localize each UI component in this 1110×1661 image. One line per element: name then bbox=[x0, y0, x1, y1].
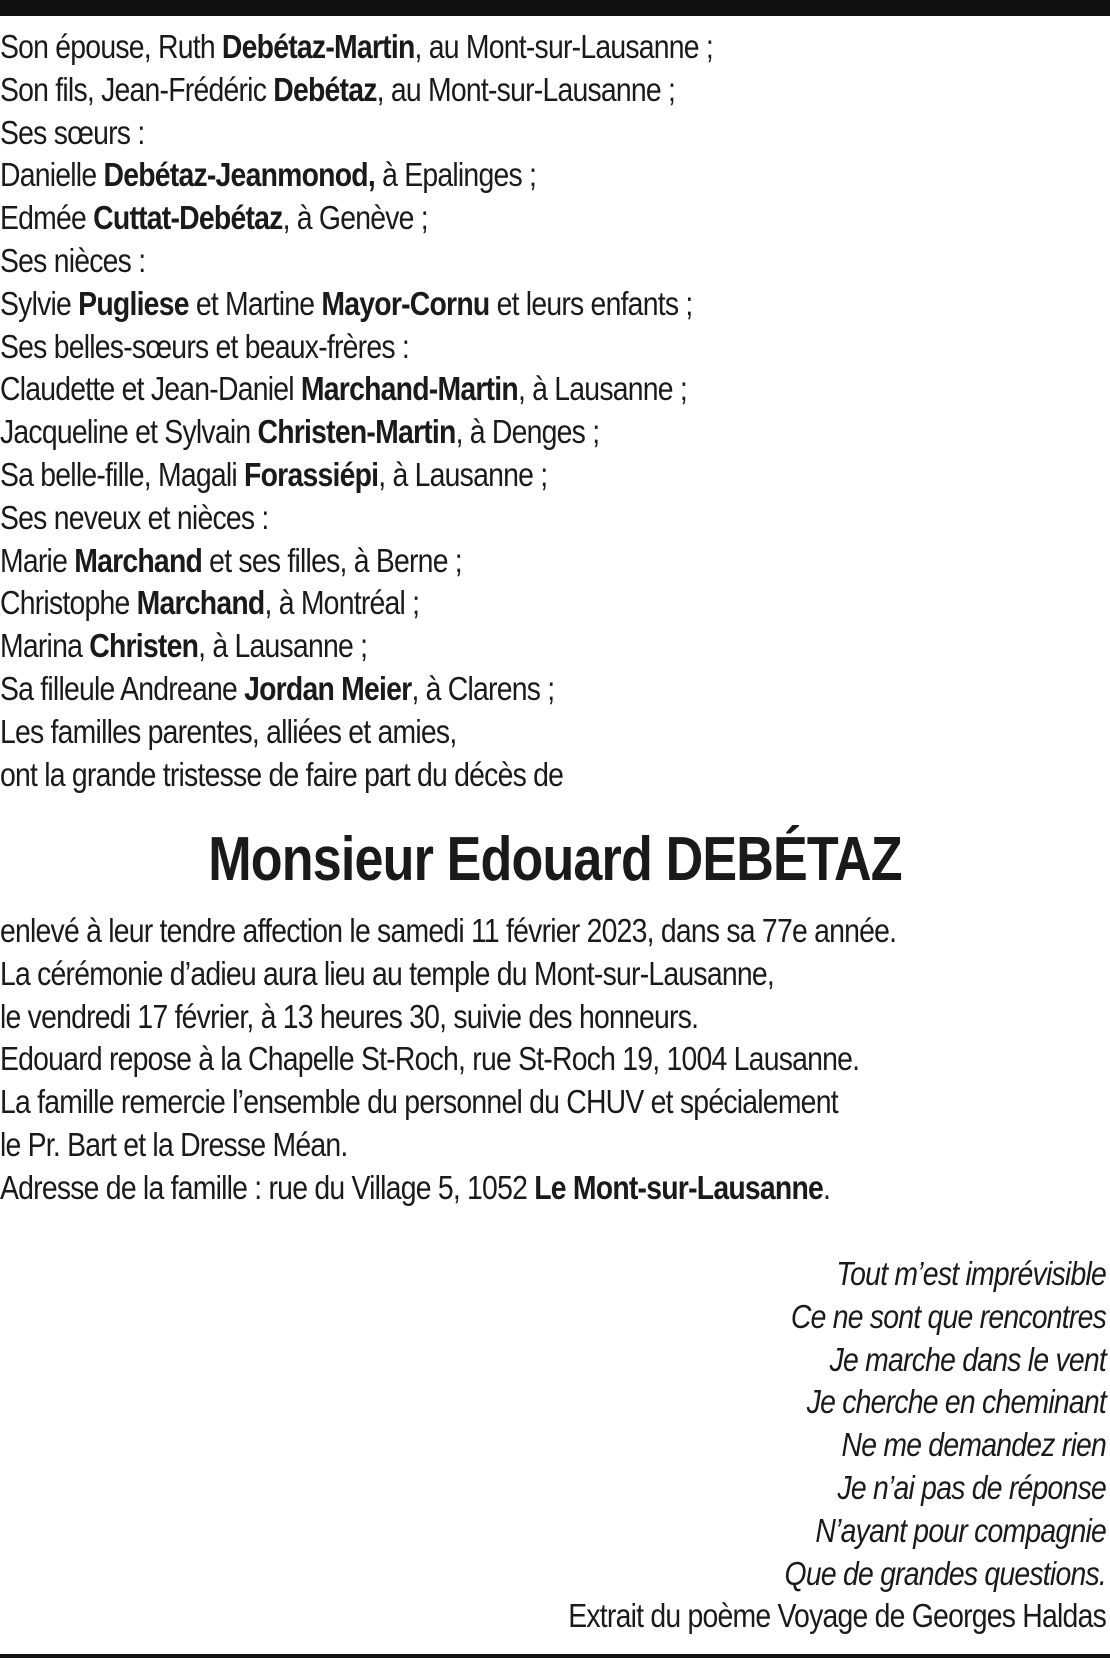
line-text: enlevé à leur tendre affection le samedi 11 février 2023, dans sa 77e année. bbox=[0, 912, 897, 949]
line-text: , à Lausanne ; bbox=[378, 455, 548, 493]
poem-line: Ce ne sont que rencontres bbox=[790, 1297, 1106, 1335]
poem-block bbox=[306, 1253, 1106, 1638]
line-text: et leurs enfants ; bbox=[489, 284, 693, 322]
surname: Marchand bbox=[136, 584, 265, 622]
line-text: , à Clarens ; bbox=[411, 669, 555, 707]
poem-line: Je marche dans le vent bbox=[829, 1340, 1106, 1378]
surname: Le Mont-sur-Lausanne bbox=[534, 1168, 824, 1206]
detail-line bbox=[0, 1038, 955, 1081]
line-text: Ses sœurs : bbox=[0, 113, 145, 151]
line-text: Edmée bbox=[0, 199, 94, 237]
family-line bbox=[0, 112, 955, 155]
surname: Mayor-Cornu bbox=[321, 284, 490, 322]
line-text: ont la grande tristesse de faire part du décès de bbox=[0, 755, 564, 793]
poem-credit: Extrait du poème Voyage de Georges Haldas bbox=[568, 1597, 1106, 1635]
line-text: , à Montréal ; bbox=[264, 584, 420, 622]
line-text: Adresse de la famille : rue du Village 5, 1052 bbox=[0, 1168, 535, 1206]
surname: Christen-Martin bbox=[257, 413, 456, 451]
family-line bbox=[0, 711, 955, 754]
family-line bbox=[0, 754, 955, 797]
line-text: Ses belles-sœurs et beaux-frères : bbox=[0, 327, 410, 365]
line-text: Son fils, Jean-Frédéric bbox=[0, 70, 274, 108]
family-line bbox=[0, 240, 955, 283]
line-text: Danielle bbox=[0, 156, 104, 194]
line-text: le vendredi 17 février, à 13 heures 30, suivie des honneurs. bbox=[0, 997, 699, 1035]
poem-lines bbox=[306, 1253, 1106, 1595]
line-text: , au Mont-sur-Lausanne ; bbox=[376, 70, 676, 108]
family-line bbox=[0, 454, 955, 497]
bottom-rule bbox=[0, 1654, 1110, 1658]
line-text: , à Lausanne ; bbox=[198, 627, 368, 665]
family-line bbox=[0, 154, 955, 197]
family-line bbox=[0, 540, 955, 583]
line-text: et Martine bbox=[188, 284, 322, 322]
detail-line bbox=[0, 910, 955, 953]
detail-line bbox=[0, 1081, 955, 1124]
ceremony-details bbox=[0, 910, 1110, 1210]
detail-line bbox=[0, 1167, 955, 1210]
line-text: Les familles parentes, alliées et amies, bbox=[0, 712, 457, 750]
line-text: Claudette et Jean-Daniel bbox=[0, 370, 301, 408]
family-line bbox=[0, 668, 955, 711]
line-text: La famille remercie l’ensemble du personnel du CHUV et spécialement bbox=[0, 1083, 838, 1121]
poem-line: Ne me demandez rien bbox=[841, 1426, 1106, 1464]
surname: Christen bbox=[89, 627, 199, 665]
surname: Jordan Meier bbox=[244, 669, 412, 707]
family-line bbox=[0, 197, 955, 240]
surname: Marchand bbox=[74, 541, 203, 579]
detail-line bbox=[0, 996, 955, 1039]
poem-line: Je n’ai pas de réponse bbox=[837, 1468, 1106, 1506]
line-text: le Pr. Bart et la Dresse Méan. bbox=[0, 1125, 348, 1163]
line-text: et ses filles, à Berne ; bbox=[202, 541, 462, 579]
family-line bbox=[0, 368, 955, 411]
line-text: Marie bbox=[0, 541, 75, 579]
family-list bbox=[0, 26, 1110, 796]
family-line bbox=[0, 411, 955, 454]
surname: Debétaz-Martin bbox=[221, 28, 415, 65]
surname: Pugliese bbox=[78, 284, 189, 322]
line-text: , à Denges ; bbox=[455, 413, 600, 451]
surname: Cuttat-Debétaz bbox=[93, 199, 283, 237]
family-line bbox=[0, 326, 955, 369]
line-text: Jacqueline et Sylvain bbox=[0, 413, 258, 451]
line-text: Son épouse, Ruth bbox=[0, 28, 222, 65]
line-text: , au Mont-sur-Lausanne ; bbox=[414, 28, 714, 65]
poem-line: Je cherche en cheminant bbox=[806, 1383, 1106, 1421]
line-text: Ses neveux et nièces : bbox=[0, 498, 269, 536]
line-text: Sa filleule Andreane bbox=[0, 669, 245, 707]
top-rule bbox=[0, 0, 1110, 16]
line-text: La cérémonie d’adieu aura lieu au temple du Mont-sur-Lausanne, bbox=[0, 954, 774, 992]
surname: Forassiépi bbox=[244, 455, 379, 493]
family-line bbox=[0, 69, 955, 112]
line-text: Marina bbox=[0, 627, 90, 665]
poem-line: Tout m’est imprévisible bbox=[836, 1255, 1106, 1292]
poem-line: N’ayant pour compagnie bbox=[815, 1511, 1106, 1549]
family-line bbox=[0, 625, 955, 668]
surname: Marchand-Martin bbox=[300, 370, 518, 408]
detail-line bbox=[0, 953, 955, 996]
line-text: Sylvie bbox=[0, 284, 79, 322]
line-text: . bbox=[823, 1168, 831, 1206]
line-text: Sa belle-fille, Magali bbox=[0, 455, 245, 493]
family-line bbox=[0, 26, 955, 69]
line-text: Ses nièces : bbox=[0, 241, 146, 279]
line-text: Edouard repose à la Chapelle St-Roch, rue St-Roch 19, 1004 Lausanne. bbox=[0, 1040, 860, 1078]
deceased-name: Monsieur Edouard DEBÉTAZ bbox=[208, 825, 902, 894]
detail-line bbox=[0, 1124, 955, 1167]
line-text: , à Genève ; bbox=[282, 199, 428, 237]
surname: Debétaz bbox=[273, 70, 377, 108]
family-line bbox=[0, 283, 955, 326]
poem-line: Que de grandes questions. bbox=[784, 1554, 1106, 1592]
family-line bbox=[0, 582, 955, 625]
family-line bbox=[0, 497, 955, 540]
line-text: , à Lausanne ; bbox=[517, 370, 688, 408]
line-text: à Epalinges ; bbox=[374, 156, 537, 194]
surname: Debétaz-Jeanmonod, bbox=[103, 156, 375, 194]
line-text: Christophe bbox=[0, 584, 137, 622]
